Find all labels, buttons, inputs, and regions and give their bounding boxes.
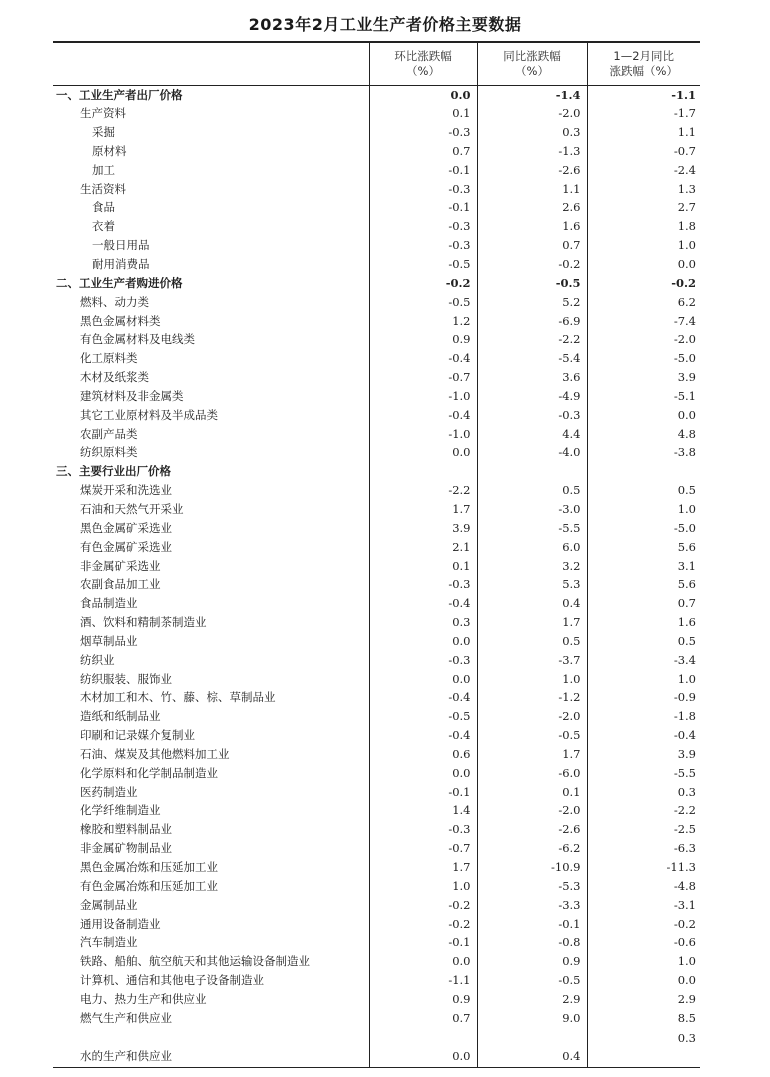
table-row [53,726,700,745]
row-yoy-value: -2.6 [477,160,587,179]
row-mom-value: -0.1 [369,933,477,952]
price-data-table [53,41,700,1068]
row-yoy-value: -4.9 [477,387,587,406]
row-yoy-value: -6.0 [477,763,587,782]
row-mom-value: -2.2 [369,481,477,500]
table-row [53,198,700,217]
table-row [53,556,700,575]
table-row [53,858,700,877]
header-yoy-line1: 同比涨跌幅 [503,48,561,63]
table-row [53,971,700,990]
row-mom-value: -0.7 [369,839,477,858]
row-ytd-value: 0.7 [587,594,700,613]
row-yoy-value: -2.0 [477,104,587,123]
row-yoy-value: -1.3 [477,142,587,161]
row-ytd-value: 8.5 [587,1008,700,1027]
row-ytd-value: -1.8 [587,707,700,726]
row-ytd-value: 0.5 [587,481,700,500]
row-ytd-value: -4.8 [587,876,700,895]
table-row [53,745,700,764]
row-name: 纺织服装、服饰业 [80,671,172,686]
header-mom-line1: 环比涨跌幅 [394,48,452,63]
table-row [53,594,700,613]
row-mom-value: -0.4 [369,594,477,613]
row-mom-value: 0.9 [369,990,477,1009]
row-yoy-value: 4.4 [477,424,587,443]
row-ytd-value: -11.3 [587,858,700,877]
row-mom-value: -0.2 [369,895,477,914]
header-ytd [587,42,700,85]
row-name: 非金属矿采选业 [80,558,161,573]
row-mom-value: 0.0 [369,443,477,462]
row-name: 原材料 [92,143,127,158]
table-row [53,330,700,349]
row-mom-value: -0.3 [369,217,477,236]
row-yoy-value: -1.4 [477,85,587,104]
table-row [53,707,700,726]
row-mom-value: 0.1 [369,556,477,575]
row-ytd-value: 0.5 [587,631,700,650]
table-row [53,952,700,971]
table-row [53,1027,700,1067]
row-yoy-value: 0.4 [477,1027,587,1067]
header-item [53,42,369,85]
row-name: 电力、热力生产和供应业 [80,991,207,1006]
row-yoy-value: 9.0 [477,1008,587,1027]
row-name: 非金属矿物制品业 [80,841,172,856]
table-row [53,782,700,801]
row-name: 有色金属材料及电线类 [80,332,195,347]
row-yoy-value: -3.0 [477,500,587,519]
row-name: 黑色金属矿采选业 [80,520,172,535]
row-yoy-value: -3.7 [477,650,587,669]
table-row [53,839,700,858]
row-name: 金属制品业 [80,897,138,912]
row-mom-value: -0.1 [369,160,477,179]
row-yoy-value: 2.9 [477,990,587,1009]
row-mom-value: 0.0 [369,763,477,782]
table-row [53,405,700,424]
row-name: 三、主要行业出厂价格 [56,464,171,479]
row-mom-value: 1.7 [369,500,477,519]
row-ytd-value: -0.2 [587,273,700,292]
row-yoy-value: -6.2 [477,839,587,858]
row-name: 造纸和纸制品业 [80,709,161,724]
row-yoy-value: 1.7 [477,745,587,764]
row-yoy-value: -0.8 [477,933,587,952]
table-row [53,443,700,462]
row-yoy-value: 0.5 [477,631,587,650]
table-row [53,123,700,142]
row-ytd-value: -5.0 [587,518,700,537]
row-yoy-value: -0.3 [477,405,587,424]
row-name: 纺织业 [80,652,115,667]
row-mom-value: -0.3 [369,123,477,142]
row-ytd-value: -0.9 [587,688,700,707]
row-yoy-value: 5.2 [477,292,587,311]
row-yoy-value: -2.2 [477,330,587,349]
row-mom-value: 0.0 [369,952,477,971]
table-row [53,311,700,330]
row-name: 烟草制品业 [80,633,138,648]
row-yoy-value: -0.5 [477,971,587,990]
row-yoy-value: -2.6 [477,820,587,839]
row-mom-value: 1.4 [369,801,477,820]
row-mom-value: -0.3 [369,820,477,839]
row-yoy-value: 1.0 [477,669,587,688]
row-name: 食品 [92,200,115,215]
page-title: 2023年2月工业生产者价格主要数据 [248,15,522,34]
table-row [53,273,700,292]
row-name: 食品制造业 [80,596,138,611]
row-yoy-value: -10.9 [477,858,587,877]
header-mom [369,42,477,85]
row-ytd-value: 1.8 [587,217,700,236]
row-ytd-value: -0.6 [587,933,700,952]
row-name: 其它工业原材料及半成品类 [80,407,218,422]
row-name: 酒、饮料和精制茶制造业 [80,615,207,630]
table-row [53,669,700,688]
row-ytd-value: 0.0 [587,255,700,274]
row-ytd-value: -6.3 [587,839,700,858]
row-mom-value: 0.3 [369,613,477,632]
table-row [53,160,700,179]
row-name: 黑色金属材料类 [80,313,161,328]
row-name: 化学纤维制造业 [80,803,161,818]
row-mom-value: -0.4 [369,726,477,745]
table-row [53,990,700,1009]
row-yoy-value: 2.6 [477,198,587,217]
row-name: 衣着 [92,219,115,234]
row-name: 石油、煤炭及其他燃料加工业 [80,746,230,761]
row-name: 铁路、船舶、航空航天和其他运输设备制造业 [80,954,310,969]
row-mom-value: 2.1 [369,537,477,556]
row-mom-value: -0.5 [369,255,477,274]
row-yoy-value: -5.3 [477,876,587,895]
table-row [53,292,700,311]
row-yoy-value: -5.5 [477,518,587,537]
table-row [53,801,700,820]
row-ytd-value: 1.0 [587,669,700,688]
row-mom-value: -0.7 [369,368,477,387]
row-ytd-value: 5.6 [587,575,700,594]
table-row [53,104,700,123]
row-name: 化工原料类 [80,351,138,366]
row-yoy-value: 3.2 [477,556,587,575]
row-ytd-value: 0.0 [587,405,700,424]
table-row [53,933,700,952]
row-yoy-value: -2.0 [477,707,587,726]
row-mom-value: -0.3 [369,575,477,594]
row-name: 农副食品加工业 [80,577,161,592]
row-ytd-value: 1.0 [587,500,700,519]
header-mom-line2: （%） [406,63,440,78]
row-name: 化学原料和化学制品制造业 [80,765,218,780]
row-ytd-value: -5.1 [587,387,700,406]
row-yoy-value: 0.7 [477,236,587,255]
table-row [53,820,700,839]
row-mom-value: 0.0 [369,669,477,688]
table-body [53,85,700,1067]
row-name: 生产资料 [80,106,126,121]
table-row [53,387,700,406]
row-ytd-value: 1.6 [587,613,700,632]
row-name: 汽车制造业 [80,935,138,950]
row-ytd-value: -0.2 [587,914,700,933]
row-ytd-value: 2.7 [587,198,700,217]
row-name: 一般日用品 [92,238,150,253]
row-yoy-value: 0.5 [477,481,587,500]
row-ytd-value: 0.3 [587,1027,700,1067]
table-header-row [53,42,700,85]
row-name: 木材及纸浆类 [80,370,149,385]
row-yoy-value: 0.1 [477,782,587,801]
row-name: 煤炭开采和洗选业 [80,483,172,498]
row-mom-value: 1.2 [369,311,477,330]
row-mom-value: -0.5 [369,707,477,726]
table-row [53,85,700,104]
row-mom-value: 1.7 [369,858,477,877]
table-row [53,255,700,274]
row-ytd-value: 3.1 [587,556,700,575]
row-ytd-value: 5.6 [587,537,700,556]
row-ytd-value: 0.3 [587,782,700,801]
header-yoy-line2: （%） [515,63,549,78]
row-name: 燃气生产和供应业 [80,1010,172,1025]
row-ytd-value: -2.0 [587,330,700,349]
row-ytd-value: -3.4 [587,650,700,669]
row-yoy-value: -0.5 [477,273,587,292]
table-row [53,518,700,537]
row-ytd-value: -5.5 [587,763,700,782]
table-row [53,575,700,594]
table-row [53,217,700,236]
row-yoy-value: 1.6 [477,217,587,236]
row-ytd-value: 1.0 [587,236,700,255]
row-ytd-value: -5.0 [587,349,700,368]
row-name: 医药制造业 [80,784,138,799]
row-mom-value: -0.4 [369,688,477,707]
row-name: 一、工业生产者出厂价格 [56,87,183,102]
row-yoy-value [477,462,587,481]
row-name: 耐用消费品 [92,257,150,272]
table-row [53,481,700,500]
header-yoy [477,42,587,85]
row-name: 农副产品类 [80,426,138,441]
row-mom-value: 0.0 [369,631,477,650]
row-yoy-value: -5.4 [477,349,587,368]
row-ytd-value: 1.3 [587,179,700,198]
row-yoy-value: 6.0 [477,537,587,556]
row-name: 印刷和记录媒介复制业 [80,728,195,743]
row-ytd-value: -0.4 [587,726,700,745]
row-mom-value [369,462,477,481]
row-name: 采掘 [92,125,115,140]
row-ytd-value: 1.1 [587,123,700,142]
row-name: 木材加工和木、竹、藤、棕、草制品业 [80,690,276,705]
row-name: 有色金属矿采选业 [80,539,172,554]
row-ytd-value: -7.4 [587,311,700,330]
table-row [53,1008,700,1027]
row-mom-value: -1.0 [369,424,477,443]
row-name: 石油和天然气开采业 [80,501,184,516]
row-mom-value: -0.3 [369,179,477,198]
row-mom-value: 0.0 [369,1027,477,1067]
row-mom-value: 3.9 [369,518,477,537]
row-yoy-value: 1.1 [477,179,587,198]
row-mom-value: -0.1 [369,782,477,801]
row-mom-value: -0.4 [369,349,477,368]
row-name: 计算机、通信和其他电子设备制造业 [80,973,264,988]
row-name: 加工 [92,162,115,177]
row-ytd-value: 3.9 [587,745,700,764]
row-yoy-value: 0.3 [477,123,587,142]
row-ytd-value: 0.0 [587,971,700,990]
row-name: 通用设备制造业 [80,916,161,931]
row-mom-value: -0.2 [369,273,477,292]
row-mom-value: -0.4 [369,405,477,424]
header-ytd-line2: 涨跌幅（%） [609,63,678,78]
row-mom-value: 0.6 [369,745,477,764]
row-ytd-value: 4.8 [587,424,700,443]
table-row [53,763,700,782]
row-yoy-value: 1.7 [477,613,587,632]
row-yoy-value: -0.1 [477,914,587,933]
row-ytd-value: -0.7 [587,142,700,161]
table-row [53,462,700,481]
row-mom-value: -0.1 [369,198,477,217]
row-ytd-value: -2.2 [587,801,700,820]
row-mom-value: -0.5 [369,292,477,311]
row-ytd-value [587,462,700,481]
row-name: 纺织原料类 [80,445,138,460]
row-mom-value: 0.7 [369,142,477,161]
table-row [53,613,700,632]
row-ytd-value: -2.4 [587,160,700,179]
row-yoy-value: -4.0 [477,443,587,462]
row-yoy-value: 3.6 [477,368,587,387]
row-yoy-value: 0.4 [477,594,587,613]
row-name: 生活资料 [80,181,126,196]
row-name: 黑色金属冶炼和压延加工业 [80,860,218,875]
row-mom-value: -1.1 [369,971,477,990]
row-ytd-value: -1.7 [587,104,700,123]
row-name: 燃料、动力类 [80,294,149,309]
row-mom-value: 0.7 [369,1008,477,1027]
table-row [53,631,700,650]
row-ytd-value: 6.2 [587,292,700,311]
row-mom-value: -0.3 [369,236,477,255]
table-row [53,500,700,519]
row-yoy-value: -6.9 [477,311,587,330]
row-ytd-value: 1.0 [587,952,700,971]
row-name: 建筑材料及非金属类 [80,388,184,403]
row-name: 二、工业生产者购进价格 [56,275,183,290]
row-name: 有色金属冶炼和压延加工业 [80,878,218,893]
table-row [53,537,700,556]
table-row [53,424,700,443]
row-yoy-value: -0.2 [477,255,587,274]
row-mom-value: 0.9 [369,330,477,349]
table-row [53,349,700,368]
table-row [53,368,700,387]
row-yoy-value: -0.5 [477,726,587,745]
row-ytd-value: 2.9 [587,990,700,1009]
row-ytd-value: -3.1 [587,895,700,914]
row-mom-value: -0.2 [369,914,477,933]
table-row [53,876,700,895]
header-ytd-line1: 1—2月同比 [613,48,675,63]
table-row [53,914,700,933]
row-yoy-value: -3.3 [477,895,587,914]
table-row [53,236,700,255]
row-yoy-value: 5.3 [477,575,587,594]
table-row [53,142,700,161]
row-ytd-value: -1.1 [587,85,700,104]
row-mom-value: -0.3 [369,650,477,669]
row-yoy-value: -1.2 [477,688,587,707]
table-row [53,179,700,198]
table-row [53,650,700,669]
table-row [53,895,700,914]
table-row [53,688,700,707]
row-mom-value: -1.0 [369,387,477,406]
row-name: 水的生产和供应业 [53,1027,369,1067]
row-yoy-value: 0.9 [477,952,587,971]
row-mom-value: 0.0 [369,85,477,104]
row-ytd-value: -2.5 [587,820,700,839]
row-yoy-value: -2.0 [477,801,587,820]
row-mom-value: 1.0 [369,876,477,895]
row-name: 橡胶和塑料制品业 [80,822,172,837]
row-mom-value: 0.1 [369,104,477,123]
row-ytd-value: -3.8 [587,443,700,462]
row-ytd-value: 3.9 [587,368,700,387]
